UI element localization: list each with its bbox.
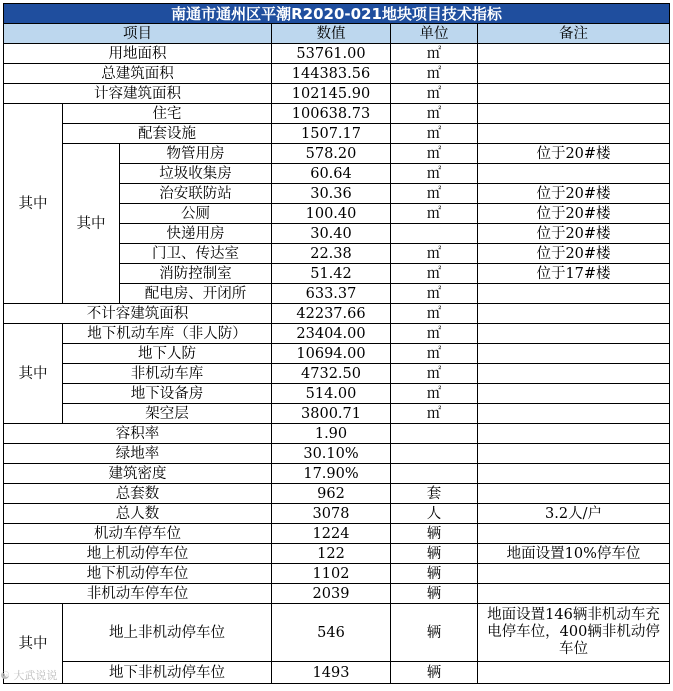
table-row bbox=[4, 424, 670, 444]
row-value: 122 bbox=[272, 544, 391, 564]
row-unit: ㎡ bbox=[391, 304, 478, 324]
row-label: 治安联防站 bbox=[120, 184, 272, 204]
row-unit: ㎡ bbox=[391, 284, 478, 304]
row-label: 地上非机动停车位 bbox=[63, 604, 272, 662]
row-note bbox=[478, 384, 670, 404]
row-note: 地面设置146辆非机动车充电停车位，400辆非机动停车位 bbox=[478, 604, 670, 662]
row-note bbox=[478, 124, 670, 144]
row-note bbox=[478, 424, 670, 444]
row-value: 633.37 bbox=[272, 284, 391, 304]
row-unit bbox=[391, 224, 478, 244]
row-unit: 辆 bbox=[391, 662, 478, 684]
row-unit: ㎡ bbox=[391, 324, 478, 344]
row-unit: 辆 bbox=[391, 564, 478, 584]
row-note: 位于20#楼 bbox=[478, 144, 670, 164]
table-row bbox=[4, 344, 670, 364]
row-value: 1224 bbox=[272, 524, 391, 544]
row-unit: ㎡ bbox=[391, 44, 478, 64]
row-note: 位于20#楼 bbox=[478, 204, 670, 224]
row-note bbox=[478, 104, 670, 124]
row-note bbox=[478, 344, 670, 364]
row-value: 144383.56 bbox=[272, 64, 391, 84]
row-label: 容积率 bbox=[4, 424, 272, 444]
row-label: 配电房、开闭所 bbox=[120, 284, 272, 304]
row-label: 建筑密度 bbox=[4, 464, 272, 484]
row-unit: ㎡ bbox=[391, 264, 478, 284]
header-value: 数值 bbox=[272, 24, 391, 44]
row-value: 100638.73 bbox=[272, 104, 391, 124]
weibo-icon: ☯ bbox=[0, 669, 10, 682]
row-value: 3078 bbox=[272, 504, 391, 524]
table-row bbox=[4, 404, 670, 424]
row-label: 住宅 bbox=[63, 104, 272, 124]
row-note: 位于20#楼 bbox=[478, 244, 670, 264]
row-label: 地下非机动停车位 bbox=[63, 662, 272, 684]
row-label: 地下人防 bbox=[63, 344, 272, 364]
row-label: 机动车停车位 bbox=[4, 524, 272, 544]
row-unit: ㎡ bbox=[391, 84, 478, 104]
technical-indicators-table bbox=[3, 3, 670, 684]
row-label: 消防控制室 bbox=[120, 264, 272, 284]
row-unit: ㎡ bbox=[391, 144, 478, 164]
row-label: 总建筑面积 bbox=[4, 64, 272, 84]
row-value: 3800.71 bbox=[272, 404, 391, 424]
row-unit: 辆 bbox=[391, 584, 478, 604]
row-label: 不计容建筑面积 bbox=[4, 304, 272, 324]
row-label: 地下设备房 bbox=[63, 384, 272, 404]
row-note: 位于20#楼 bbox=[478, 224, 670, 244]
row-note bbox=[478, 44, 670, 64]
table-row bbox=[4, 444, 670, 464]
row-unit: ㎡ bbox=[391, 64, 478, 84]
row-unit: ㎡ bbox=[391, 364, 478, 384]
row-note bbox=[478, 404, 670, 424]
row-unit: ㎡ bbox=[391, 124, 478, 144]
header-row bbox=[4, 24, 670, 44]
row-unit: 人 bbox=[391, 504, 478, 524]
row-value: 1493 bbox=[272, 662, 391, 684]
row-label: 地上机动停车位 bbox=[4, 544, 272, 564]
row-label: 计容建筑面积 bbox=[4, 84, 272, 104]
row-label: 快递用房 bbox=[120, 224, 272, 244]
row-value: 51.42 bbox=[272, 264, 391, 284]
row-value: 514.00 bbox=[272, 384, 391, 404]
row-note bbox=[478, 84, 670, 104]
row-note bbox=[478, 284, 670, 304]
row-label: 非机动车库 bbox=[63, 364, 272, 384]
row-note: 位于17#楼 bbox=[478, 264, 670, 284]
row-value: 962 bbox=[272, 484, 391, 504]
row-value: 60.64 bbox=[272, 164, 391, 184]
row-value: 578.20 bbox=[272, 144, 391, 164]
row-label: 物管用房 bbox=[120, 144, 272, 164]
table-row bbox=[4, 84, 670, 104]
table-row bbox=[4, 44, 670, 64]
row-unit: ㎡ bbox=[391, 164, 478, 184]
row-value: 17.90% bbox=[272, 464, 391, 484]
row-label: 总套数 bbox=[4, 484, 272, 504]
row-value: 100.40 bbox=[272, 204, 391, 224]
row-value: 30.40 bbox=[272, 224, 391, 244]
row-note bbox=[478, 304, 670, 324]
table-row bbox=[4, 384, 670, 404]
table-row bbox=[4, 564, 670, 584]
row-label: 垃圾收集房 bbox=[120, 164, 272, 184]
table-row bbox=[4, 324, 670, 344]
row-unit: ㎡ bbox=[391, 384, 478, 404]
row-note bbox=[478, 164, 670, 184]
row-unit: ㎡ bbox=[391, 244, 478, 264]
table-row bbox=[4, 104, 670, 124]
row-note bbox=[478, 484, 670, 504]
row-unit bbox=[391, 464, 478, 484]
row-note bbox=[478, 662, 670, 684]
row-note bbox=[478, 324, 670, 344]
row-label: 非机动车停车位 bbox=[4, 584, 272, 604]
row-note bbox=[478, 524, 670, 544]
row-note: 地面设置10%停车位 bbox=[478, 544, 670, 564]
table-row bbox=[4, 604, 670, 662]
row-note: 3.2人/户 bbox=[478, 504, 670, 524]
row-unit: ㎡ bbox=[391, 104, 478, 124]
row-note bbox=[478, 584, 670, 604]
table-row bbox=[4, 144, 670, 164]
title-row bbox=[4, 4, 670, 24]
row-value: 30.36 bbox=[272, 184, 391, 204]
table-row bbox=[4, 64, 670, 84]
row-value: 53761.00 bbox=[272, 44, 391, 64]
row-value: 22.38 bbox=[272, 244, 391, 264]
table-row bbox=[4, 464, 670, 484]
subgroup-label: 其中 bbox=[63, 144, 120, 304]
row-label: 用地面积 bbox=[4, 44, 272, 64]
watermark-text: 大武说说 bbox=[13, 669, 58, 682]
table-row bbox=[4, 484, 670, 504]
table-title: 南通市通州区平潮R2020-021地块项目技术指标 bbox=[4, 4, 670, 24]
table-row bbox=[4, 544, 670, 564]
row-value: 1.90 bbox=[272, 424, 391, 444]
row-unit: 辆 bbox=[391, 524, 478, 544]
row-unit bbox=[391, 444, 478, 464]
row-note bbox=[478, 444, 670, 464]
row-label: 门卫、传达室 bbox=[120, 244, 272, 264]
row-value: 1102 bbox=[272, 564, 391, 584]
table-row bbox=[4, 584, 670, 604]
row-label: 架空层 bbox=[63, 404, 272, 424]
row-unit: ㎡ bbox=[391, 184, 478, 204]
row-unit: ㎡ bbox=[391, 204, 478, 224]
row-unit bbox=[391, 424, 478, 444]
row-value: 30.10% bbox=[272, 444, 391, 464]
group-label: 其中 bbox=[4, 104, 63, 304]
table-row bbox=[4, 364, 670, 384]
row-value: 2039 bbox=[272, 584, 391, 604]
header-unit: 单位 bbox=[391, 24, 478, 44]
row-label: 配套设施 bbox=[63, 124, 272, 144]
row-unit: 套 bbox=[391, 484, 478, 504]
row-unit: ㎡ bbox=[391, 404, 478, 424]
row-label: 地下机动停车位 bbox=[4, 564, 272, 584]
row-label: 公厕 bbox=[120, 204, 272, 224]
row-label: 地下机动车库（非人防） bbox=[63, 324, 272, 344]
row-note bbox=[478, 364, 670, 384]
table-row bbox=[4, 304, 670, 324]
row-value: 546 bbox=[272, 604, 391, 662]
table-row bbox=[4, 504, 670, 524]
table-row bbox=[4, 124, 670, 144]
header-note: 备注 bbox=[478, 24, 670, 44]
group-label: 其中 bbox=[4, 324, 63, 424]
row-label: 绿地率 bbox=[4, 444, 272, 464]
row-value: 102145.90 bbox=[272, 84, 391, 104]
row-value: 1507.17 bbox=[272, 124, 391, 144]
row-value: 10694.00 bbox=[272, 344, 391, 364]
group-label: 其中 bbox=[4, 604, 63, 684]
row-note: 位于20#楼 bbox=[478, 184, 670, 204]
table-row bbox=[4, 662, 670, 684]
row-note bbox=[478, 64, 670, 84]
table-row bbox=[4, 524, 670, 544]
row-value: 23404.00 bbox=[272, 324, 391, 344]
row-unit: 辆 bbox=[391, 604, 478, 662]
row-value: 42237.66 bbox=[272, 304, 391, 324]
header-item: 项目 bbox=[4, 24, 272, 44]
row-note bbox=[478, 464, 670, 484]
row-value: 4732.50 bbox=[272, 364, 391, 384]
row-label: 总人数 bbox=[4, 504, 272, 524]
row-unit: ㎡ bbox=[391, 344, 478, 364]
row-unit: 辆 bbox=[391, 544, 478, 564]
row-note bbox=[478, 564, 670, 584]
